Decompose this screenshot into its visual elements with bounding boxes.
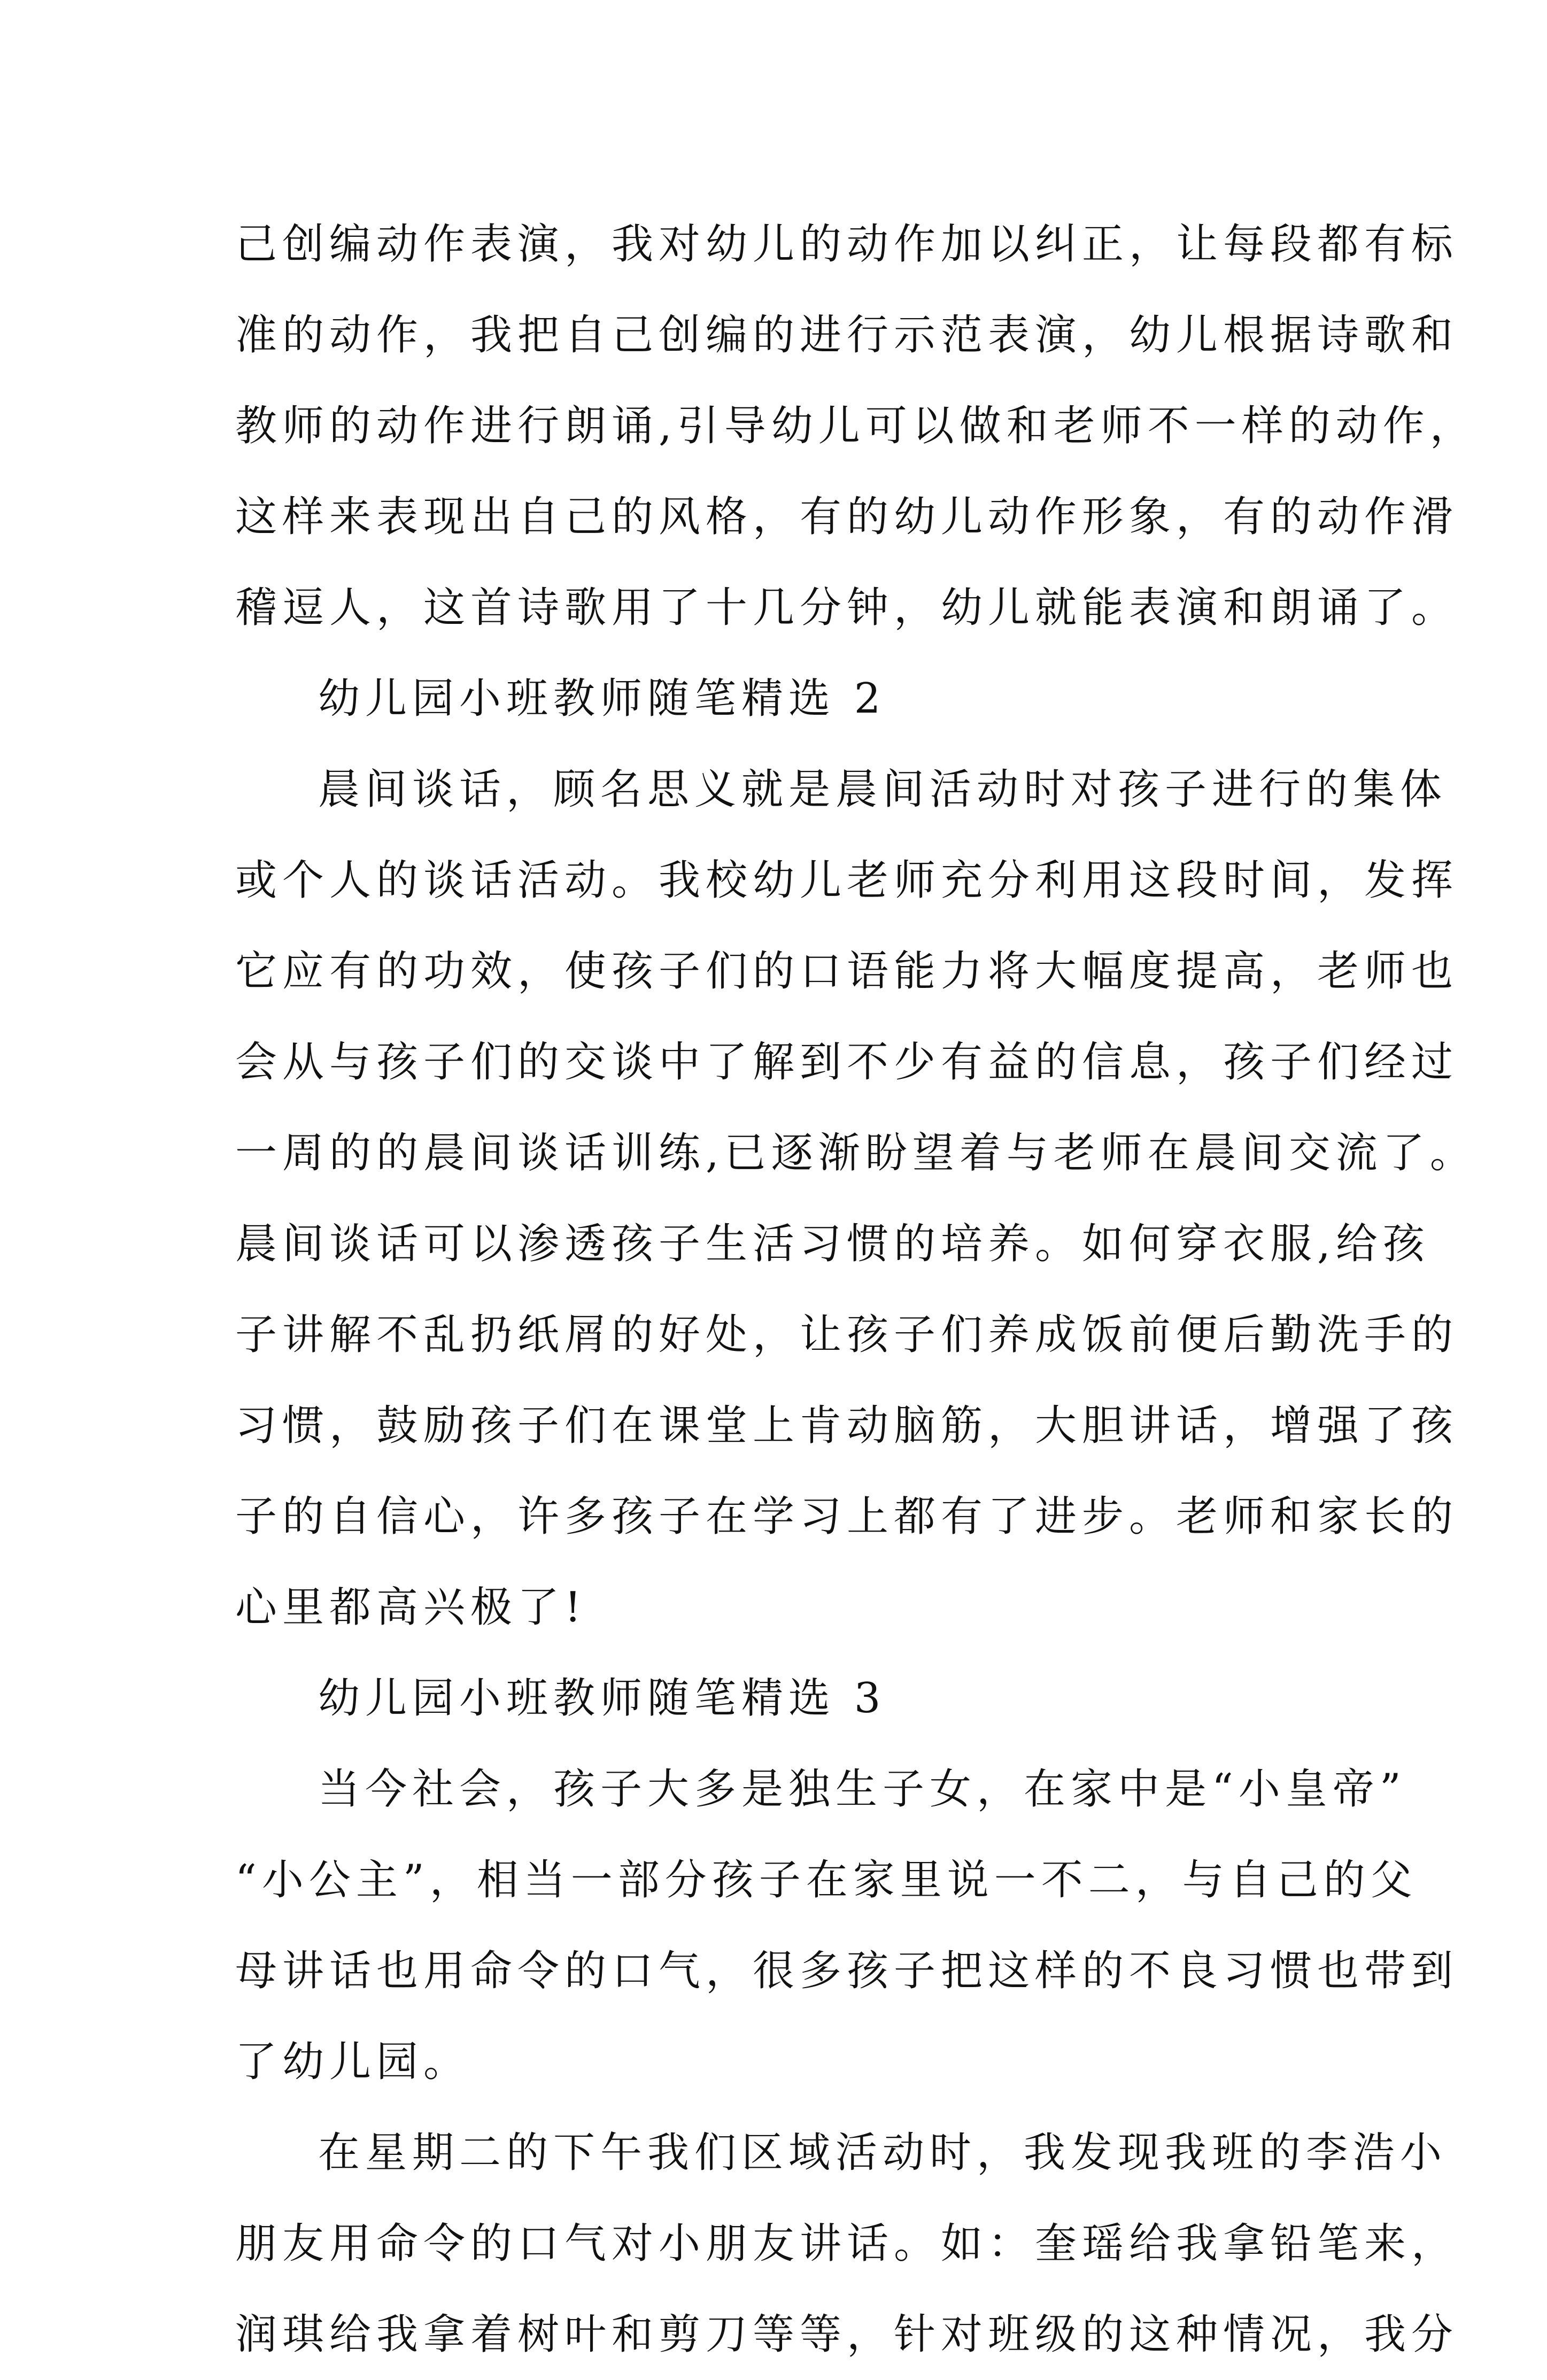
text-line: 稽逗人，这首诗歌用了十几分钟，幼儿就能表演和朗诵了。 [235,584,1459,632]
section-heading: 幼儿园小班教师随笔精选 2 [318,675,886,723]
paragraph-start-line: 在星期二的下午我们区域活动时，我发现我班的李浩小 [318,2129,1448,2177]
paragraph-start-line: 当今社会，孩子大多是独生子女，在家中是“小皇帝” [318,1765,1406,1813]
text-line: 这样来表现出自己的风格，有的幼儿动作形象，有的动作滑 [235,493,1459,541]
text-line: 子的自信心，许多孩子在学习上都有了进步。老师和家长的 [235,1493,1459,1541]
text-line: 准的动作，我把自己创编的进行示范表演，幼儿根据诗歌和 [235,311,1459,359]
text-line: 子讲解不乱扔纸屑的好处，让孩子们养成饭前便后勤洗手的 [235,1311,1459,1359]
text-line: 母讲话也用命令的口气，很多孩子把这样的不良习惯也带到 [235,1947,1459,1995]
text-line: 心里都高兴极了! [235,1583,587,1632]
text-line: 润琪给我拿着树叶和剪刀等等，针对班级的这种情况，我分 [235,2311,1459,2359]
text-line: 晨间谈话可以渗透孩子生活习惯的培养。如何穿衣服,给孩 [235,1220,1430,1268]
paragraph-start-line: 晨间谈话，顾名思义就是晨间活动时对孩子进行的集体 [318,766,1448,814]
text-line: 了幼儿园。 [235,2038,471,2086]
section-heading: 幼儿园小班教师随笔精选 3 [318,1674,886,1722]
text-line: “小公主”，相当一部分孩子在家里说一不二，与自己的父 [235,1856,1418,1904]
text-line: 会从与孩子们的交谈中了解到不少有益的信息，孩子们经过 [235,1038,1459,1086]
text-line: 一周的的晨间谈话训练,已逐渐盼望着与老师在晨间交流了。 [235,1129,1477,1177]
text-line: 它应有的功效，使孩子们的口语能力将大幅度提高，老师也 [235,947,1459,995]
text-line: 或个人的谈话活动。我校幼儿老师充分利用这段时间，发挥 [235,856,1459,905]
document-body [235,199,1477,2380]
text-line: 己创编动作表演，我对幼儿的动作加以纠正，让每段都有标 [235,220,1459,268]
text-line: 教师的动作进行朗诵,引导幼儿可以做和老师不一样的动作， [235,402,1477,450]
text-line: 朋友用命令的口气对小朋友讲话。如：奎瑶给我拿铅笔来， [235,2220,1459,2268]
text-line: 习惯，鼓励孩子们在课堂上肯动脑筋，大胆讲话，增强了孩 [235,1402,1459,1450]
